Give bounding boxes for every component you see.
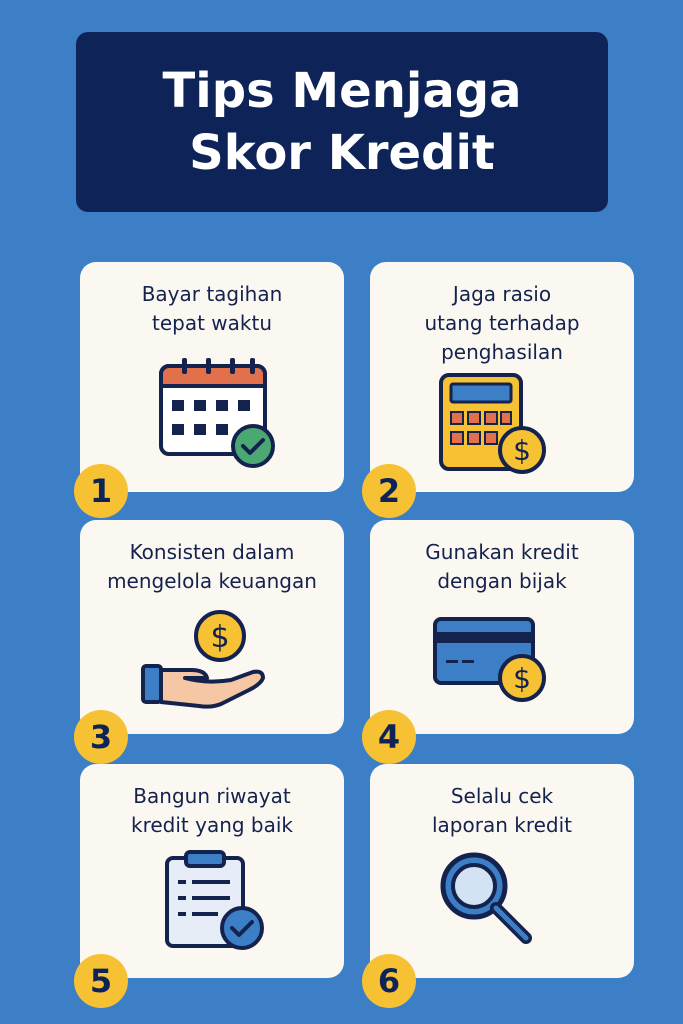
tip-line: Bayar tagihan [141, 282, 283, 306]
title-line-1: Tips Menjaga [162, 63, 522, 119]
calendar-check-icon [158, 358, 278, 470]
svg-text:$: $ [210, 620, 230, 655]
tip-number-badge-1: 1 [74, 464, 128, 518]
tip-line: utang terhadap [424, 311, 580, 335]
tip-line: Gunakan kredit [425, 540, 579, 564]
credit-card-dollar-icon [432, 616, 552, 706]
title-line-2: Skor Kredit [189, 125, 495, 181]
tip-card-1 [80, 262, 344, 492]
tip-line: penghasilan [441, 340, 563, 364]
tip-line: mengelola keuangan [107, 569, 317, 593]
tip-text [370, 538, 634, 596]
tip-line: laporan kredit [431, 813, 573, 837]
tip-line: Bangun riwayat [133, 784, 291, 808]
tip-text [370, 782, 634, 840]
tip-number-badge-3: 3 [74, 710, 128, 764]
tip-line: Selalu cek [450, 784, 554, 808]
title-banner [76, 32, 608, 212]
svg-text:$: $ [513, 662, 531, 695]
tip-number-badge-5: 5 [74, 954, 128, 1008]
clipboard-check-icon [164, 850, 274, 952]
tip-number-badge-2: 2 [362, 464, 416, 518]
tip-card-3 [80, 520, 344, 734]
tip-text [370, 280, 634, 367]
tip-card-5 [80, 764, 344, 978]
hand-coin-icon [140, 608, 272, 712]
tip-text [80, 280, 344, 338]
tip-card-2 [370, 262, 634, 492]
tip-line: Konsisten dalam [129, 540, 295, 564]
tip-card-6 [370, 764, 634, 978]
tip-card-4 [370, 520, 634, 734]
tip-line: kredit yang baik [130, 813, 294, 837]
tip-text [80, 538, 344, 596]
tip-number-badge-6: 6 [362, 954, 416, 1008]
tip-number-badge-4: 4 [362, 710, 416, 764]
calculator-dollar-icon [438, 372, 550, 476]
tip-text [80, 782, 344, 840]
tip-line: tepat waktu [151, 311, 272, 335]
tip-line: Jaga rasio [452, 282, 552, 306]
svg-text:$: $ [513, 434, 531, 467]
tip-line: dengan bijak [437, 569, 567, 593]
magnifier-icon [438, 850, 538, 950]
